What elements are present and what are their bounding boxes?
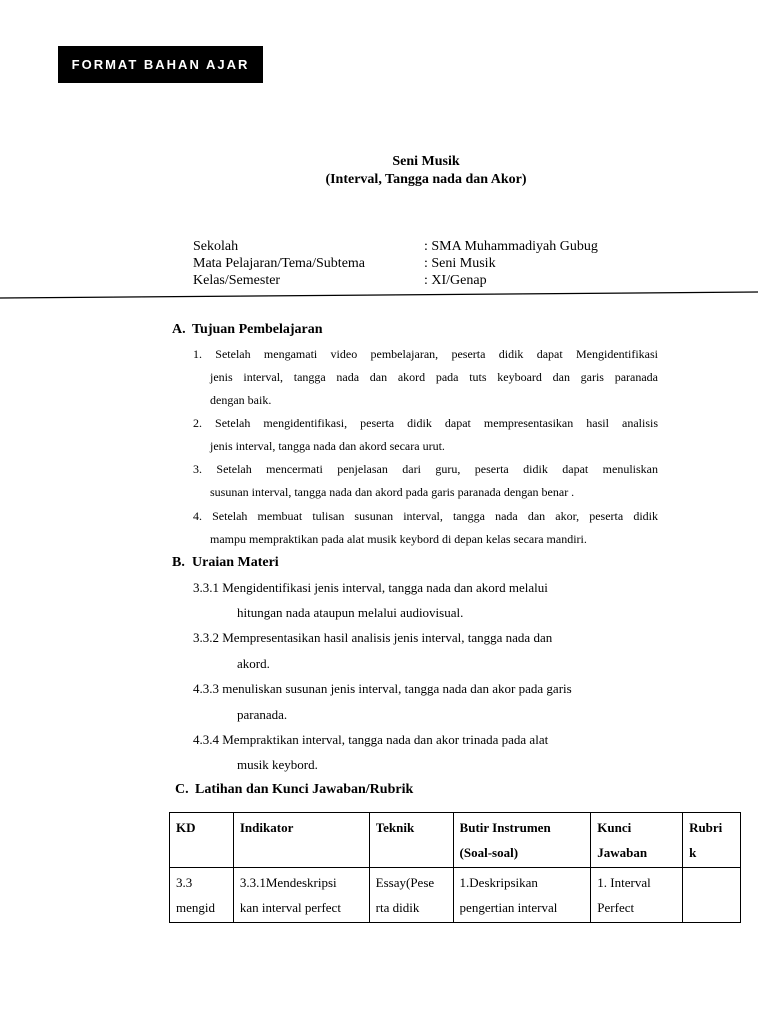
header-teknik: Teknik (369, 813, 453, 868)
objective-4-line2: mampu mempraktikan pada alat musik keybord di depan kelas secara mandiri. (210, 532, 587, 546)
objective-3-line2: susunan interval, tangga nada dan akord pada garis paranada dengan benar . (210, 485, 575, 499)
section-a-heading (172, 322, 323, 338)
info-label: Mata Pelajaran/Tema/Subtema (193, 256, 366, 271)
section-title: Uraian Materi (192, 555, 279, 570)
material-4-line2: musik keybord. (237, 757, 318, 772)
section-title: Tujuan Pembelajaran (192, 322, 323, 337)
header-kunci-jawaban: Kunci Jawaban (591, 813, 683, 868)
objective-1-line3: dengan baik. (210, 393, 272, 407)
material-2-line1: 3.3.2 Mempresentasikan hasil analisis jenis interval, tangga nada dan (193, 630, 553, 645)
objective-4-line1: 4. Setelah membuat tulisan susunan interval, tangga nada dan akor, peserta didik (193, 509, 658, 523)
section-b-heading (172, 555, 279, 571)
material-1-line1: 3.3.1 Mengidentifikasi jenis interval, tangga nada dan akord melalui (193, 580, 548, 595)
info-value: : SMA Muhammadiyah Gubug (424, 239, 598, 254)
cell-indikator: 3.3.1Mendeskripsi kan interval perfect (233, 868, 369, 923)
objective-1-line1: 1. Setelah mengamati video pembelajaran, peserta didik dapat Mengidentifikasi (193, 347, 658, 361)
material-3-line2: paranada. (237, 707, 288, 722)
table-row (170, 868, 741, 923)
material-1-line2: hitungan nada ataupun melalui audiovisual. (237, 605, 464, 620)
section-number: B. (172, 555, 185, 570)
rubric-table (169, 812, 741, 923)
material-4-line1: 4.3.4 Mempraktikan interval, tangga nada dan akor trinada pada alat (193, 732, 549, 747)
header-rubrik: Rubri k (683, 813, 741, 868)
objective-2-line2: jenis interval, tangga nada dan akord secara urut. (210, 439, 445, 453)
material-3-line1: 4.3.3 menuliskan susunan jenis interval, tangga nada dan akor pada garis (193, 681, 572, 696)
cell-teknik: Essay(Pese rta didik (369, 868, 453, 923)
cell-kd: 3.3 mengid (170, 868, 234, 923)
section-number: C. (175, 782, 189, 797)
format-bahan-ajar-badge: FORMAT BAHAN AJAR (58, 46, 263, 83)
cell-butir-instrumen: 1.Deskripsikan pengertian interval (453, 868, 591, 923)
info-value: : Seni Musik (424, 256, 496, 271)
cell-rubrik (683, 868, 741, 923)
header-divider-line (0, 288, 768, 302)
objective-3-line1: 3. Setelah mencermati penjelasan dari guru, peserta didik dapat menuliskan (193, 462, 658, 476)
header-butir-instrumen: Butir Instrumen (Soal-soal) (453, 813, 591, 868)
header-indikator: Indikator (233, 813, 369, 868)
objective-1-line2: jenis interval, tangga nada dan akord pada tuts keyboard dan garis paranada (210, 370, 658, 384)
document-title: Seni Musik (392, 154, 460, 169)
table-header-row (170, 813, 741, 868)
info-value: : XI/Genap (424, 273, 487, 288)
info-label: Sekolah (193, 239, 239, 254)
section-title: Latihan dan Kunci Jawaban/Rubrik (195, 782, 414, 797)
header-kd: KD (170, 813, 234, 868)
section-number: A. (172, 322, 186, 337)
document-subtitle: (Interval, Tangga nada dan Akor) (325, 172, 527, 187)
section-c-heading (175, 782, 413, 798)
objective-2-line1: 2. Setelah mengidentifikasi, peserta didik dapat mempresentasikan hasil analisis (193, 416, 658, 430)
cell-kunci-jawaban: 1. Interval Perfect (591, 868, 683, 923)
info-label: Kelas/Semester (193, 273, 281, 288)
material-2-line2: akord. (237, 656, 270, 671)
